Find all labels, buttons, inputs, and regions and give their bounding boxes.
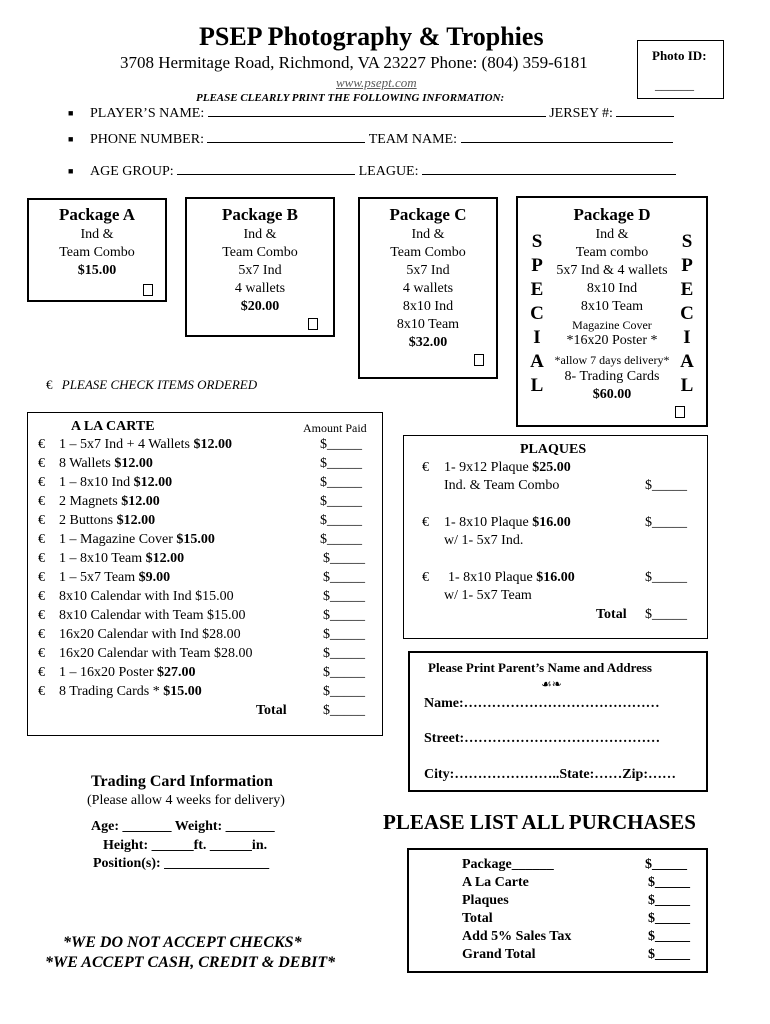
amount-paid-input[interactable]: $_____ (320, 475, 362, 490)
plaque-item-sub: w/ 1- 5x7 Ind. (444, 533, 524, 548)
euro-icon[interactable]: € (422, 460, 429, 475)
check-note (46, 377, 257, 393)
package-d-box[interactable] (516, 196, 708, 427)
special-letter: I (533, 327, 541, 348)
special-letter: S (531, 231, 543, 252)
euro-icon[interactable]: € (38, 627, 45, 642)
purchases-box (407, 848, 708, 973)
a-la-carte-item-text: 16x20 Calendar with Team $28.00 (59, 646, 253, 661)
a-la-carte-item (59, 684, 202, 700)
purchase-amount-input[interactable]: $_____ (648, 893, 690, 908)
plaques-title: PLAQUES (520, 442, 587, 457)
a-la-carte-item (59, 570, 170, 586)
height-field[interactable]: Height: ______ft. ______in. (103, 838, 268, 853)
plaque-item (444, 460, 571, 476)
team-name-label: TEAM NAME: (368, 132, 457, 147)
a-la-carte-item (59, 665, 196, 681)
plaque-item-text: 1- 8x10 Plaque (444, 515, 533, 530)
amount-paid-input[interactable]: $_____ (320, 513, 362, 528)
a-la-carte-item (59, 608, 246, 624)
a-la-carte-item-text: 8 Trading Cards * (59, 684, 164, 699)
payment-note-checks: *WE DO NOT ACCEPT CHECKS* (63, 934, 302, 951)
special-letter: P (681, 255, 693, 276)
package-a-price: $15.00 (77, 263, 117, 278)
package-d-line: 8x10 Team (580, 299, 644, 314)
package-d-line: 5x7 Ind & 4 wallets (556, 263, 668, 278)
a-la-carte-item-text: 8x10 Calendar with Ind $15.00 (59, 589, 234, 604)
business-address: 3708 Hermitage Road, Richmond, VA 23227 Phone: (804) 359-6181 (120, 53, 588, 72)
a-la-carte-item-price: $15.00 (176, 532, 215, 547)
a-la-carte-item-price: $15.00 (163, 684, 202, 699)
purchase-row-label: Add 5% Sales Tax (462, 929, 572, 944)
special-letter: I (683, 327, 691, 348)
package-c-line: 4 wallets (402, 281, 454, 296)
package-a-checkbox[interactable] (143, 284, 153, 296)
a-la-carte-item-text: 1 – 8x10 Ind (59, 475, 134, 490)
player-name-label: PLAYER’S NAME: (90, 106, 205, 121)
euro-icon[interactable]: € (422, 570, 429, 585)
a-la-carte-item-text: 1 – Magazine Cover (59, 532, 177, 547)
purchase-row-label: Total (462, 911, 493, 926)
a-la-carte-item-price: $12.00 (193, 437, 232, 452)
package-d-checkbox[interactable] (675, 406, 685, 418)
photo-id-label: Photo ID: (652, 48, 707, 63)
amount-paid-input[interactable]: $_____ (323, 684, 365, 699)
package-a-line: Team Combo (59, 245, 135, 260)
a-la-carte-item-price: $12.00 (145, 551, 185, 566)
euro-icon[interactable]: € (38, 589, 45, 604)
a-la-carte-item (59, 475, 172, 491)
euro-icon[interactable]: € (38, 494, 45, 509)
a-la-carte-item (59, 513, 155, 529)
package-b-line: 4 wallets (234, 281, 286, 296)
euro-icon: € (46, 377, 53, 392)
package-d-price: $60.00 (592, 387, 632, 402)
check-note-text: PLEASE CHECK ITEMS ORDERED (61, 377, 258, 392)
amount-paid-input[interactable]: $_____ (323, 608, 365, 623)
plaque-amount-input[interactable]: $_____ (645, 515, 687, 530)
a-la-carte-item-text: 2 Buttons (59, 513, 117, 528)
euro-icon[interactable]: € (38, 475, 45, 490)
package-c-line: Ind & (411, 227, 445, 242)
special-letter: C (680, 303, 694, 324)
package-d-line: Ind & (595, 227, 629, 242)
purchase-row-label: Plaques (462, 893, 509, 908)
special-letter: E (530, 279, 544, 300)
package-d-line: *16x20 Poster * (566, 333, 658, 348)
a-la-carte-box (27, 412, 383, 736)
ornament-icon: ☙❧ (541, 677, 562, 691)
a-la-carte-item (59, 532, 215, 548)
package-b-price: $20.00 (240, 299, 280, 314)
amount-paid-input[interactable]: $_____ (323, 665, 365, 680)
a-la-carte-item-price: $12.00 (114, 456, 153, 471)
bullet-icon: ■ (68, 134, 74, 144)
bullet-icon: ■ (68, 166, 74, 176)
phone-label: PHONE NUMBER: (90, 132, 204, 147)
photo-id-value[interactable]: ______ (655, 77, 694, 92)
euro-icon[interactable]: € (38, 513, 45, 528)
a-la-carte-item-text: 8 Wallets (59, 456, 115, 471)
league-label: LEAGUE: (358, 164, 419, 179)
age-weight-field[interactable]: Age: _______ Weight: _______ (91, 819, 275, 834)
purchase-row-label: A La Carte (462, 875, 529, 890)
package-d-line: *allow 7 days delivery* (554, 353, 670, 367)
a-la-carte-item-price: $9.00 (138, 570, 171, 585)
trading-card-title: Trading Card Information (91, 773, 273, 790)
a-la-carte-item-text: 1 – 16x20 Poster (59, 665, 157, 680)
page-title: PSEP Photography & Trophies (199, 22, 544, 51)
a-la-carte-item (59, 437, 232, 453)
plaque-item-price: $16.00 (532, 515, 571, 530)
a-la-carte-item (59, 589, 234, 605)
amount-paid-input[interactable]: $_____ (323, 570, 365, 585)
euro-icon[interactable]: € (38, 532, 45, 547)
purchase-amount-input[interactable]: $_____ (645, 857, 687, 872)
plaque-item-text: 1- 9x12 Plaque (444, 460, 533, 475)
amount-paid-input[interactable]: $_____ (320, 437, 362, 452)
package-c-line: 8x10 Ind (402, 299, 454, 314)
a-la-carte-item (59, 551, 184, 567)
plaque-item-price: $16.00 (536, 570, 575, 585)
package-c-line: 8x10 Team (396, 317, 460, 332)
amount-paid-input[interactable]: $_____ (323, 551, 365, 566)
a-la-carte-item-text: 1 – 5x7 Ind + 4 Wallets (59, 437, 194, 452)
plaque-item-price: $25.00 (532, 460, 571, 475)
package-b-title: Package B (221, 205, 299, 224)
a-la-carte-total-input[interactable]: $_____ (323, 703, 365, 718)
bullet-icon: ■ (68, 108, 74, 118)
package-a-line: Ind & (80, 227, 114, 242)
position-field[interactable]: Position(s): _______________ (93, 856, 270, 871)
amount-paid-input[interactable]: $_____ (320, 494, 362, 509)
euro-icon[interactable]: € (38, 551, 45, 566)
euro-icon[interactable]: € (38, 437, 45, 452)
purchase-row-label: Package______ (462, 857, 554, 872)
package-b-checkbox[interactable] (308, 318, 318, 330)
a-la-carte-item-text: 1 – 8x10 Team (59, 551, 146, 566)
package-a-box[interactable] (27, 198, 167, 302)
special-letter: L (680, 375, 694, 396)
package-b-box[interactable] (185, 197, 335, 337)
plaque-item-sub: Ind. & Team Combo (444, 478, 560, 493)
package-c-line: 5x7 Ind (406, 263, 450, 278)
euro-icon[interactable]: € (38, 684, 45, 699)
phone-team-field[interactable] (90, 130, 673, 148)
plaque-amount-input[interactable]: $_____ (645, 570, 687, 585)
purchase-amount-input[interactable]: $_____ (648, 929, 690, 944)
package-b-line: Team Combo (222, 245, 298, 260)
plaque-item-sub: w/ 1- 5x7 Team (444, 588, 532, 603)
package-c-title: Package C (389, 205, 467, 224)
package-c-price: $32.00 (408, 335, 448, 350)
purchase-amount-input[interactable]: $_____ (648, 947, 690, 962)
euro-icon[interactable]: € (422, 515, 429, 530)
plaque-amount-input[interactable]: $_____ (645, 478, 687, 493)
amount-paid-input[interactable]: $_____ (323, 646, 365, 661)
package-d-title: Package D (573, 205, 651, 224)
age-group-label: AGE GROUP: (90, 164, 174, 179)
euro-icon[interactable]: € (38, 456, 45, 471)
jersey-label: JERSEY #: (549, 106, 613, 121)
a-la-carte-item (59, 494, 160, 510)
euro-icon[interactable]: € (38, 665, 45, 680)
purchases-title: PLEASE LIST ALL PURCHASES (383, 810, 696, 834)
plaques-box (403, 435, 708, 639)
plaque-item (448, 570, 575, 586)
a-la-carte-item (59, 627, 241, 643)
special-letter: P (531, 255, 543, 276)
purchase-amount-input[interactable]: $_____ (648, 911, 690, 926)
package-c-box[interactable] (358, 197, 498, 379)
plaque-item (444, 515, 571, 531)
a-la-carte-title: A LA CARTE (71, 419, 155, 434)
a-la-carte-item-text: 1 – 5x7 Team (59, 570, 139, 585)
print-instruction: PLEASE CLEARLY PRINT THE FOLLOWING INFORMATION: (196, 92, 505, 104)
website-link[interactable]: www.psept.com (336, 75, 417, 90)
a-la-carte-total-label: Total (256, 703, 287, 718)
purchase-amount-input[interactable]: $_____ (648, 875, 690, 890)
package-b-line: Ind & (243, 227, 277, 242)
parent-info-box (408, 651, 708, 792)
photo-id-box (637, 40, 724, 99)
parent-street-field[interactable]: Street:…………………………………… (424, 731, 661, 746)
package-c-line: Team Combo (390, 245, 466, 260)
a-la-carte-item (59, 646, 253, 662)
package-d-line: Team combo (575, 245, 649, 260)
package-b-line: 5x7 Ind (238, 263, 282, 278)
a-la-carte-item (59, 456, 153, 472)
age-league-field[interactable] (90, 162, 676, 180)
amount-paid-input[interactable]: $_____ (323, 589, 365, 604)
amount-paid-input[interactable]: $_____ (320, 456, 362, 471)
parent-info-title: Please Print Parent’s Name and Address (428, 660, 652, 675)
a-la-carte-item-price: $12.00 (116, 513, 156, 528)
payment-note-accepted: *WE ACCEPT CASH, CREDIT & DEBIT* (45, 954, 336, 971)
euro-icon[interactable]: € (38, 608, 45, 623)
special-letter: E (680, 279, 694, 300)
package-d-line: 8x10 Ind (586, 281, 638, 296)
parent-name-field[interactable]: Name:…………………………………… (424, 696, 660, 711)
euro-icon[interactable]: € (38, 646, 45, 661)
special-letter: S (681, 231, 693, 252)
a-la-carte-item-price: $12.00 (121, 494, 160, 509)
special-letter: C (530, 303, 544, 324)
trading-card-delivery: (Please allow 4 weeks for delivery) (87, 793, 285, 808)
a-la-carte-item-price: $12.00 (133, 475, 173, 490)
euro-icon[interactable]: € (38, 570, 45, 585)
plaques-total-input[interactable]: $_____ (645, 607, 687, 622)
special-letter: L (530, 375, 544, 396)
package-a-title: Package A (58, 205, 136, 224)
parent-city-field[interactable]: City:…………………..State:……Zip:…… (424, 767, 676, 782)
package-c-checkbox[interactable] (474, 354, 484, 366)
amount-paid-input[interactable]: $_____ (320, 532, 362, 547)
package-d-line: Magazine Cover (572, 318, 652, 332)
amount-paid-header: Amount Paid (303, 421, 367, 435)
purchase-row-label: Grand Total (462, 947, 536, 962)
a-la-carte-item-text: 2 Magnets (59, 494, 122, 509)
a-la-carte-item-text: 8x10 Calendar with Team $15.00 (59, 608, 246, 623)
amount-paid-input[interactable]: $_____ (323, 627, 365, 642)
a-la-carte-item-text: 16x20 Calendar with Ind $28.00 (59, 627, 241, 642)
a-la-carte-item-price: $27.00 (157, 665, 196, 680)
package-d-line: 8- Trading Cards (564, 369, 660, 384)
special-letter: A (680, 351, 694, 372)
plaques-total-label: Total (596, 607, 627, 622)
plaque-item-text: 1- 8x10 Plaque (448, 570, 537, 585)
special-letter: A (530, 351, 544, 372)
player-name-field[interactable] (90, 104, 674, 122)
